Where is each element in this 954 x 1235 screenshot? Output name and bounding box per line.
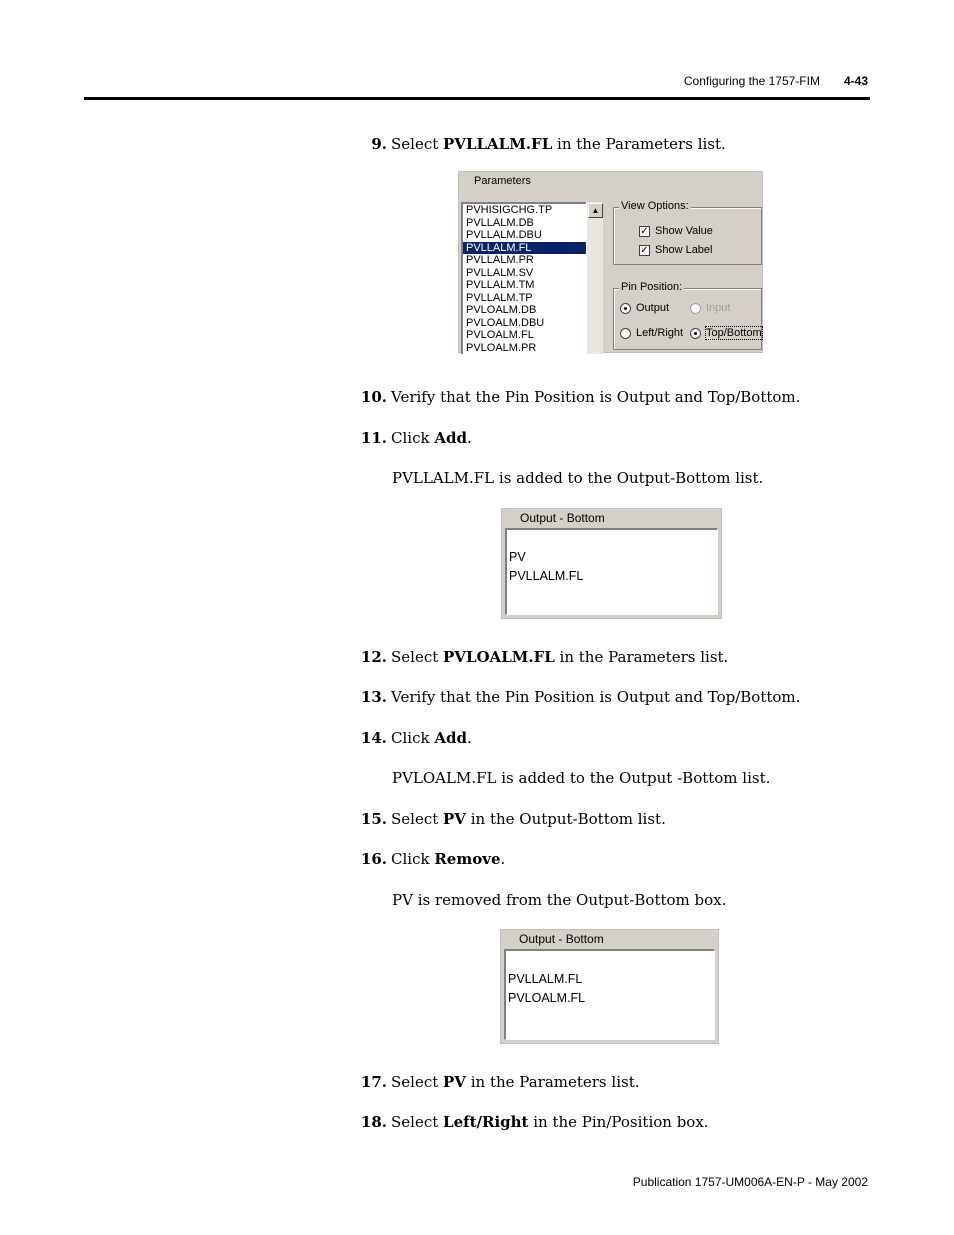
parameter-list-item[interactable]: PVLOALM.DBU	[466, 316, 545, 329]
output-bottom-list-item[interactable]: PVLLALM.FL	[508, 972, 583, 986]
parameters-panel	[458, 171, 763, 353]
step-15: 15. Select PV in the Output-Bottom list.	[360, 810, 666, 828]
parameters-scrollbar[interactable]	[586, 202, 603, 354]
radio-selected-icon	[620, 303, 631, 314]
output-bottom-title: Output - Bottom	[520, 511, 605, 525]
pin-position-legend: Pin Position:	[621, 281, 683, 293]
show-value-checkbox[interactable]: ✓ Show Value	[640, 225, 713, 237]
output-bottom-list[interactable]	[504, 949, 715, 1040]
pin-position-group	[613, 281, 762, 350]
step-14: 14. Click Add.	[360, 729, 472, 747]
output-bottom-list[interactable]	[505, 528, 718, 615]
step-18: 18. Select Left/Right in the Pin/Position box.	[360, 1113, 709, 1131]
top-bottom-radio[interactable]: Top/Bottom	[690, 327, 762, 339]
show-label-checkbox[interactable]: ✓ Show Label	[640, 244, 713, 256]
parameter-list-item[interactable]: PVLOALM.PR	[466, 341, 537, 354]
parameters-title: Parameters	[474, 175, 531, 187]
output-bottom-panel-2	[500, 929, 719, 1044]
parameter-list-item[interactable]: PVLLALM.DBU	[466, 229, 542, 241]
output-bottom-title: Output - Bottom	[519, 932, 604, 946]
step-16: 16. Click Remove.	[360, 850, 506, 868]
section-title: Configuring the 1757-FIM	[683, 74, 820, 88]
result-paragraph-16: PV is removed from the Output-Bottom box.	[392, 891, 727, 909]
output-radio[interactable]: Output	[620, 302, 669, 314]
parameters-list[interactable]	[461, 202, 588, 354]
publication-footer: Publication 1757-UM006A-EN-P - May 2002	[632, 1175, 868, 1189]
step-13: 13. Verify that the Pin Position is Output and Top/Bottom.	[360, 688, 801, 706]
page-number: 4-43	[843, 74, 868, 88]
parameter-list-item[interactable]: PVLLALM.FL	[463, 242, 588, 255]
left-right-radio[interactable]: Left/Right	[620, 327, 683, 339]
output-bottom-list-item[interactable]: PVLLALM.FL	[509, 569, 584, 583]
parameter-list-item[interactable]: PVLOALM.DB	[466, 304, 537, 316]
step-9: 9. Select PVLLALM.FL in the Parameters list.	[371, 135, 726, 153]
step-17: 17. Select PV in the Parameters list.	[360, 1073, 640, 1091]
output-bottom-list-item[interactable]: PVLOALM.FL	[508, 991, 586, 1005]
checkmark-icon: ✓	[640, 244, 649, 256]
parameter-list-item[interactable]: PVLOALM.FL	[466, 329, 534, 341]
output-bottom-list-item[interactable]: PV	[509, 550, 526, 564]
step-10: 10. Verify that the Pin Position is Output and Top/Bottom.	[360, 388, 801, 406]
radio-selected-icon	[690, 328, 701, 339]
step-12: 12. Select PVLOALM.FL in the Parameters list.	[360, 648, 729, 666]
parameter-list-item[interactable]: PVLLALM.TM	[466, 279, 535, 291]
view-options-legend: View Options:	[621, 200, 689, 212]
input-radio[interactable]: Input	[690, 302, 730, 314]
checkmark-icon: ✓	[640, 225, 649, 237]
result-paragraph-11: PVLLALM.FL is added to the Output-Bottom list.	[392, 469, 764, 487]
radio-icon	[690, 303, 701, 314]
scroll-up-arrow-icon[interactable]: ▲	[588, 203, 603, 218]
parameter-list-item[interactable]: PVLLALM.TP	[466, 291, 533, 304]
running-header	[684, 74, 868, 88]
parameter-list-item[interactable]: PVLLALM.SV	[466, 266, 534, 279]
step-11: 11. Click Add.	[360, 429, 472, 447]
radio-icon	[620, 328, 631, 339]
view-options-group	[613, 200, 762, 265]
parameter-list-item[interactable]: PVLLALM.DB	[466, 216, 534, 229]
parameter-list-item[interactable]: PVLLALM.PR	[466, 254, 534, 266]
output-bottom-panel-1	[501, 508, 722, 619]
parameter-list-item[interactable]: PVHISIGCHG.TP	[466, 204, 553, 216]
result-paragraph-14: PVLOALM.FL is added to the Output -Bottom list.	[392, 769, 771, 787]
header-rule	[84, 97, 870, 100]
